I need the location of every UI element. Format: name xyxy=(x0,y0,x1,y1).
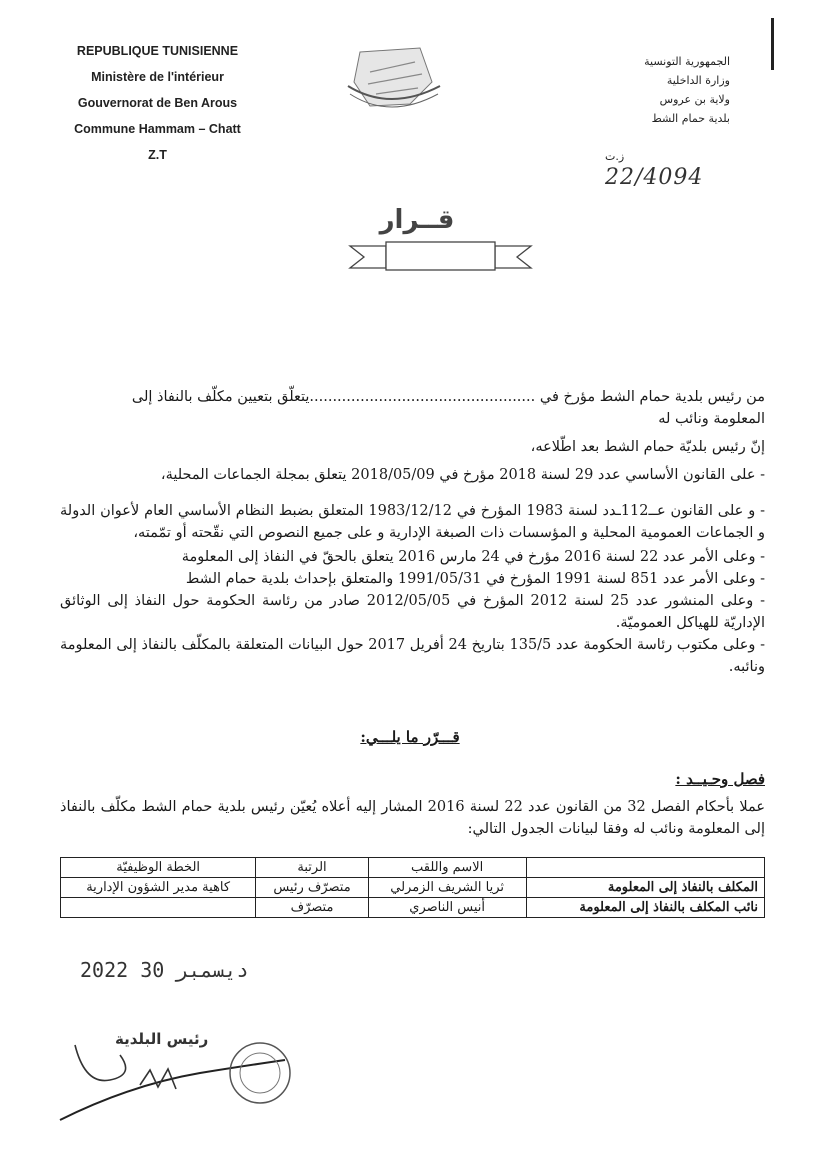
header-fr-line5: Z.T xyxy=(148,148,167,162)
considerations-list xyxy=(60,464,765,678)
table-cell-function xyxy=(61,898,256,918)
signature-graphic xyxy=(40,1025,300,1135)
table-header-row xyxy=(61,858,765,878)
table-header-cell: الرتبة xyxy=(256,858,368,878)
reference-label: ز.ت xyxy=(605,150,625,163)
table-cell-role: المكلف بالنفاذ إلى المعلومة xyxy=(526,878,765,898)
opening-statement: إنّ رئيس بلديّة حمام الشط بعد اطّلاعه، xyxy=(530,439,765,455)
header-arabic xyxy=(580,52,730,128)
header-fr-line4: Commune Hammam – Chatt xyxy=(74,122,241,136)
document-title: قــرار xyxy=(379,205,455,235)
title-ribbon xyxy=(348,240,533,274)
intro xyxy=(60,386,765,430)
header-fr-line2: Ministère de l'intérieur xyxy=(91,70,224,84)
appointment-table xyxy=(60,857,765,918)
intro-line1: من رئيس بلدية حمام الشط مؤرخ في .................................................يتعلّق بتعيين مكلّف بالنفاذ إلى xyxy=(131,389,765,405)
decision-title: قـــرّر ما يلـــي: xyxy=(360,728,460,746)
header-fr-line1: REPUBLIQUE TUNISIENNE xyxy=(76,44,239,58)
consideration-item: - وعلى الأمر عدد 22 لسنة 2016 مؤرخ في 24 مارس 2016 يتعلق بالحقّ في النفاذ إلى المعلومة xyxy=(181,549,765,565)
table-cell-name: ثريا الشريف الزمرلي xyxy=(368,878,526,898)
header-ar-line3: ولاية بن عروس xyxy=(659,93,730,106)
table-cell-grade: متصرّف رئيس xyxy=(256,878,368,898)
date-stamp: 2022 ديسمبر 30 xyxy=(80,958,249,982)
header-ar-line2: وزارة الداخلية xyxy=(666,74,730,87)
table-header-cell: الاسم واللقب xyxy=(368,858,526,878)
article-title: فصل وحـيــد : xyxy=(675,770,765,788)
table-cell-grade: متصرّف xyxy=(256,898,368,918)
signature-title: رئيس البلدية xyxy=(115,1030,209,1048)
table-row xyxy=(61,898,765,918)
table-row xyxy=(61,878,765,898)
header-fr-line3: Gouvernorat de Ben Arous xyxy=(77,96,238,110)
intro-line2: المعلومة ونائب له xyxy=(658,411,765,427)
margin-mark xyxy=(771,18,774,70)
consideration-item: - و على القانون عــ112ـدد لسنة 1983 المؤرخ في 1983/12/12 المتعلق بضبط النظام الأساسي العام لأعوان الدولة و الجماعات العمومية المحلية و المؤسسات ذات الصبغة الإدارية و على جميع النصوص التي نقّحته أو تمّمته، xyxy=(60,503,765,541)
table-cell-name: أنيس الناصري xyxy=(368,898,526,918)
header-french xyxy=(50,38,265,168)
reference-number: 22/4094 xyxy=(605,165,704,190)
table-header-cell xyxy=(526,858,765,878)
table-cell-function: كاهية مدير الشؤون الإدارية xyxy=(61,878,256,898)
header-ar-line1: الجمهورية التونسية xyxy=(644,55,730,68)
consideration-item: - وعلى مكتوب رئاسة الحكومة عدد 135/5 بتاريخ 24 أفريل 2017 حول البيانات المتعلقة بالمكلّف بالنفاذ إلى المعلومة ونائبه. xyxy=(60,637,765,675)
municipality-emblem xyxy=(340,42,450,112)
table-header-cell: الخطة الوظيفيّة xyxy=(61,858,256,878)
table-cell-role: نائب المكلف بالنفاذ إلى المعلومة xyxy=(526,898,765,918)
consideration-item: - وعلى المنشور عدد 25 لسنة 2012 المؤرخ في 2012/05/05 صادر من رئاسة الحكومة حول النفاذ إلى الوثائق الإداريّة للهياكل العموميّة. xyxy=(60,593,765,631)
consideration-item: - وعلى الأمر عدد 851 لسنة 1991 المؤرخ في 1991/05/31 والمتعلق بإحداث بلدية حمام الشط xyxy=(185,571,765,587)
article-text: عملا بأحكام الفصل 32 من القانون عدد 22 لسنة 2016 المشار إليه أعلاه يُعيّن رئيس بلدية حمام الشط مكلّف بالنفاذ إلى المعلومة ونائب له وفقا لبيانات الجدول التالي: xyxy=(60,799,765,837)
consideration-item: - على القانون الأساسي عدد 29 لسنة 2018 مؤرخ في 2018/05/09 يتعلق بمجلة الجماعات المحلية، xyxy=(160,467,765,483)
header-ar-line4: بلدية حمام الشط xyxy=(651,112,730,125)
